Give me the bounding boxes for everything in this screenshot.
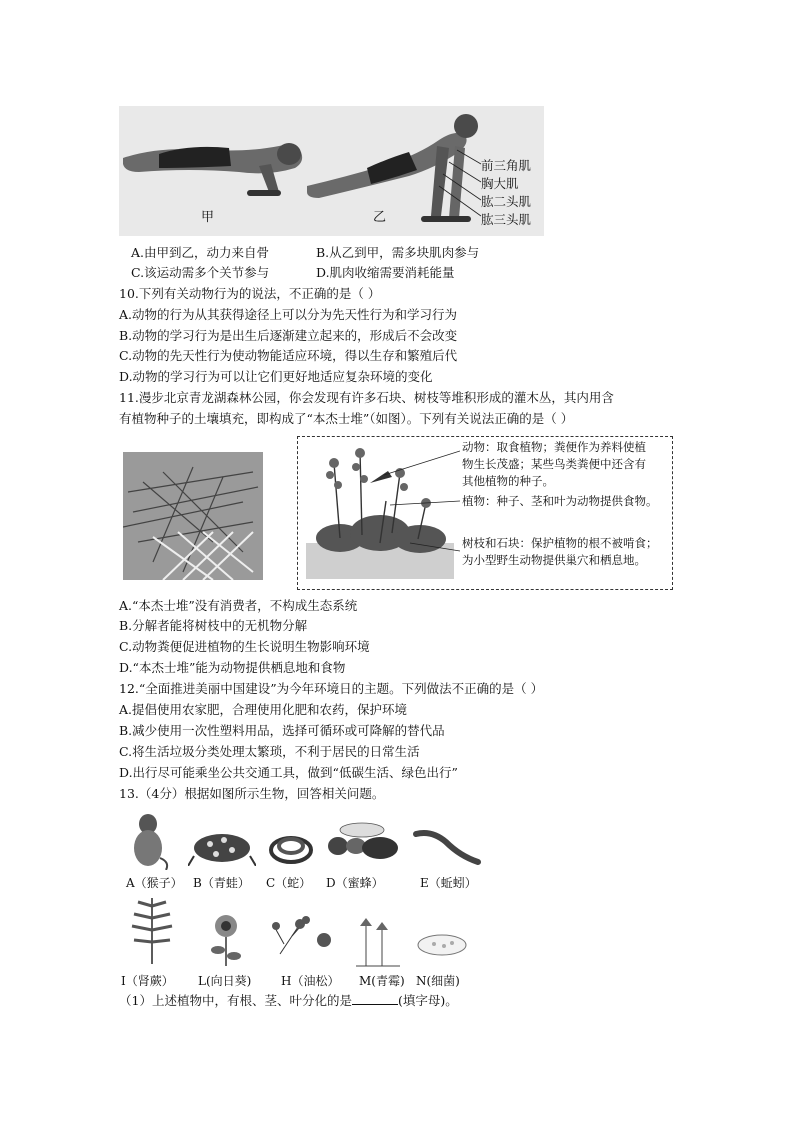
label-penicillium: M(青霉)	[359, 974, 405, 988]
q9-option-b: B.从乙到甲，需多块肌肉参与	[316, 245, 480, 260]
q11-option-c: C.动物粪便促进植物的生长说明生物影响环境	[119, 639, 370, 654]
q10-option-b: B.动物的学习行为是出生后逐渐建立起来的，形成后不会改变	[119, 328, 458, 343]
benjes-hedge-photo	[123, 452, 263, 580]
q12-option-a: A.提倡使用农家肥，合理使用化肥和农药，保护环境	[119, 702, 408, 717]
bacterium-illustration	[414, 930, 470, 960]
label-fern: I（肾蕨）	[121, 974, 174, 988]
diagram-text-branch-2: 为小型野生动物提供巢穴和栖息地。	[462, 553, 646, 567]
label-bee: D（蜜蜂）	[326, 876, 384, 890]
q9-option-d: D.肌肉收缩需要消耗能量	[316, 265, 455, 280]
q10-stem: 10.下列有关动物行为的说法，不正确的是（ ）	[119, 286, 381, 301]
q12-option-d: D.出行尽可能乘坐公共交通工具，做到“低碳生活、绿色出行”	[119, 765, 458, 780]
q10-option-d: D.动物的学习行为可以让它们更好地适应复杂环境的变化	[119, 369, 433, 384]
diagram-text-plant: 植物：种子、茎和叶为动物提供食物。	[462, 494, 658, 508]
q9-option-c: C.该运动需多个关节参与	[131, 265, 270, 280]
monkey-illustration	[126, 812, 170, 870]
label-sunflower: L(向日葵)	[198, 974, 252, 988]
diagram-text-animal-3: 其他植物的种子。	[462, 474, 554, 488]
q13-sub1	[119, 992, 458, 1010]
penicillium-illustration	[356, 916, 400, 968]
muscle-label-triceps: 肱三头肌	[481, 212, 532, 227]
q12-option-b: B.减少使用一次性塑料用品，选择可循环或可降解的替代品	[119, 723, 445, 738]
q11-stem-line2: 有植物种子的土壤填充，即构成了“本杰士堆”（如图）。下列有关说法正确的是（ ）	[119, 411, 574, 426]
sunflower-illustration	[208, 912, 244, 966]
label-earthworm: E（蚯蚓）	[420, 876, 477, 890]
q9-option-a: A.由甲到乙，动力来自骨	[131, 245, 270, 260]
benjes-hedge-diagram-box	[297, 436, 673, 590]
label-monkey: A（猴子）	[126, 876, 183, 890]
label-pine: H（油松）	[281, 974, 340, 988]
label-snake: C（蛇）	[266, 876, 312, 890]
pushup-figure	[119, 106, 544, 236]
q10-option-a: A.动物的行为从其获得途径上可以分为先天性行为和学习行为	[119, 307, 458, 322]
fern-illustration	[124, 894, 180, 966]
muscle-label-pectoral: 胸大肌	[481, 176, 519, 191]
q13-sub1-prefix: （1）上述植物中，有根、茎、叶分化的是	[119, 993, 352, 1008]
snake-illustration	[268, 826, 314, 864]
q12-stem: 12.“全面推进美丽中国建设”为今年环境日的主题。下列做法不正确的是（ ）	[119, 681, 544, 696]
earthworm-illustration	[412, 826, 482, 866]
q11-option-d: D.“本杰士堆”能为动物提供栖息地和食物	[119, 660, 346, 675]
q13-sub1-suffix: (填字母)。	[397, 993, 458, 1008]
frog-illustration	[188, 826, 256, 866]
pine-illustration	[270, 914, 340, 958]
muscle-label-biceps: 肱二头肌	[481, 194, 532, 209]
q12-option-c: C.将生活垃圾分类处理太繁琐，不利于居民的日常生活	[119, 744, 420, 759]
label-bacterium: N(细菌)	[416, 974, 460, 988]
q11-option-b: B.分解者能将树枝中的无机物分解	[119, 618, 308, 633]
diagram-text-branch-1: 树枝和石块：保护植物的根不被啃食；	[462, 536, 658, 550]
diagram-text-animal-2: 物生长茂盛；某些鸟类粪便中还含有	[462, 457, 646, 471]
q11-stem-line1: 11.漫步北京青龙湖森林公园，你会发现有许多石块、树枝等堆积形成的灌木丛，其内用含	[119, 390, 614, 405]
answer-blank[interactable]	[352, 992, 398, 1005]
label-frog: B（青蛙）	[193, 876, 250, 890]
bee-illustration	[322, 820, 402, 866]
q11-option-a: A.“本杰士堆”没有消费者，不构成生态系统	[119, 598, 358, 613]
q13-stem: 13.（4分）根据如图所示生物，回答相关问题。	[119, 786, 385, 801]
figure-label-yi: 乙	[373, 210, 387, 225]
q10-option-c: C.动物的先天性行为使动物能适应环境，得以生存和繁殖后代	[119, 348, 458, 363]
figure-label-jia: 甲	[201, 210, 215, 225]
muscle-label-deltoid: 前三角肌	[481, 158, 532, 173]
diagram-text-animal-1: 动物：取食植物；粪便作为养料使植	[462, 440, 646, 454]
plant-pile-illustration	[300, 443, 460, 583]
